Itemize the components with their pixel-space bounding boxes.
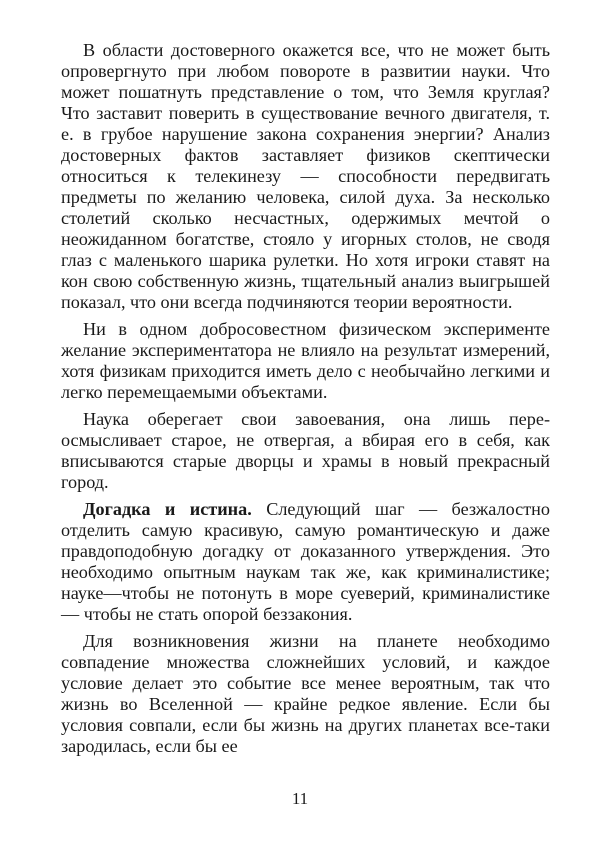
paragraph-4-text: Следующий шаг — безжалостно отделить самую красивую, самую романтическую и даже правдоподобную догадку от доказанного утверждения. Это необходимо опытным наукам так же, как криминалистике; науке—чтобы не потонуть в море суеверий, криминалистике — чтобы не стать опорой беззакония. <box>61 499 550 624</box>
paragraph-1 <box>61 40 550 313</box>
paragraph-3-text: Наука оберегает свои завоевания, она лишь переосмысливает старое, не отвергая, а вбирая его в себя, как вписываются старые дворцы и храмы в новый прекрасный город. <box>61 409 550 492</box>
paragraph-3 <box>61 409 550 493</box>
paragraph-5 <box>61 631 550 757</box>
paragraph-5-text: Для возникновения жизни на планете необходимо совпадение множества сложнейших условий, и каждое условие делает это событие все менее вероятным, так что жизнь во Вселенной — крайне редкое явление. Если бы условия совпали, если бы жизнь на других планетах все-таки зародилась, если бы ее <box>61 631 550 756</box>
paragraph-2-text: Ни в одном добросовестном физическом эксперименте желание экспериментатора не влияло на результат измерений, хотя физикам приходится иметь дело с необычайно легкими и легко перемещаемыми объектами. <box>61 319 550 402</box>
page-body <box>61 40 550 763</box>
paragraph-2 <box>61 319 550 403</box>
page-number: 11 <box>291 789 309 808</box>
paragraph-4 <box>61 499 550 625</box>
paragraph-1-text: В области достоверного окажется все, что не может быть опровергнуто при любом повороте в развитии науки. Что может пошатнуть представление о том, что Земля круглая? Что заставит поверить в существование вечного двигателя, т. е. в грубое нарушение закона сохранения энергии? Анализ достоверных фактов заставляет физиков скептически относиться к телекинезу — способности передвигать предметы по желанию человека, силой духа. За несколько столетий сколько несчастных, одержимых мечтой о неожиданном богатстве, стояло у игорных столов, не сводя глаз с маленького шарика рулетки. Но хотя игроки ставят на кон свою собственную жизнь, тщательный анализ выигрышей показал, что они всегда подчиняются теории вероятности. <box>61 40 550 312</box>
section-heading: Догадка и истина. <box>83 499 252 519</box>
